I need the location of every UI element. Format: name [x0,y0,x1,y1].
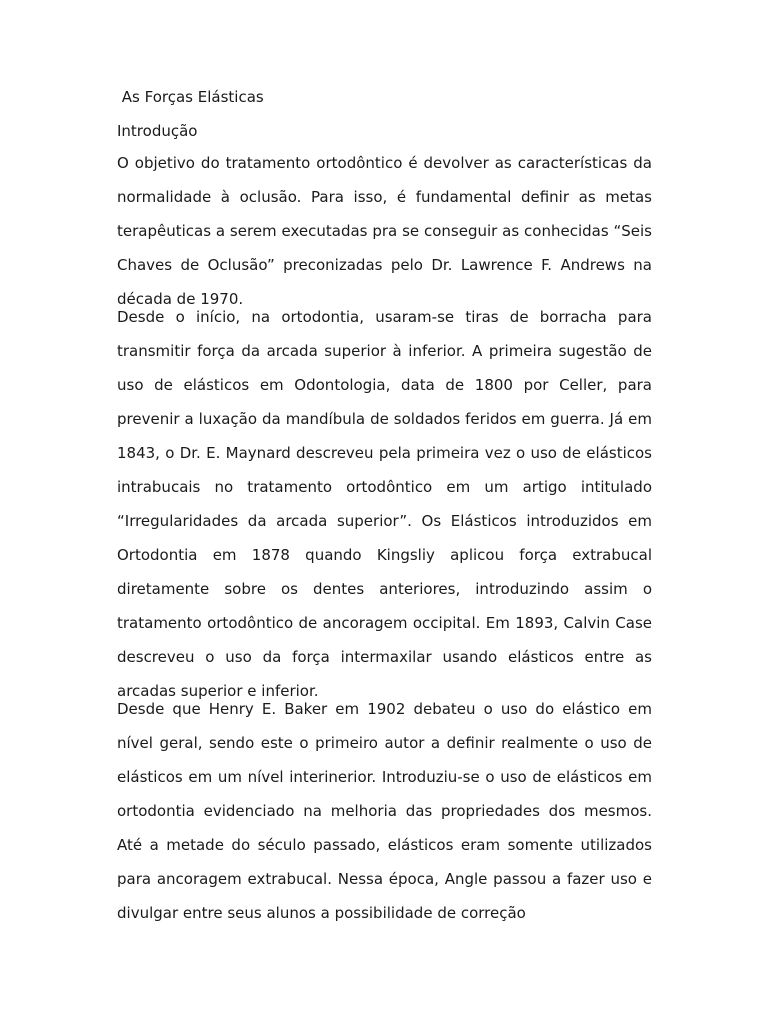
section-heading: Introdução [117,122,198,140]
paragraph-history-baker: Desde que Henry E. Baker em 1902 debateu o uso do elástico em nível geral, sendo este o primeiro autor a definir realmente o uso de elásticos em um nível interinerior. Introduziu-se o uso de elásticos em ortodontia evidenciado na melhoria das propriedades dos mesmos. Até a metade do século passado, elásticos eram somente utilizados para ancoragem extrabucal. Nessa época, Angle passou a fazer uso e divulgar entre seus alunos a possibilidade de correção [117,700,652,922]
document-title: As Forças Elásticas [117,88,264,106]
paragraph-objective: O objetivo do tratamento ortodôntico é devolver as características da normalidade à oclusão. Para isso, é fundamental definir as metas terapêuticas a serem executadas pra se conseguir as conhecidas “Seis Chaves de Oclusão” preconizadas pelo Dr. Lawrence F. Andrews na década de 1970. [117,154,652,308]
paragraph-history-early: Desde o início, na ortodontia, usaram-se tiras de borracha para transmitir força da arcada superior à inferior. A primeira sugestão de uso de elásticos em Odontologia, data de 1800 por Celler, para prevenir a luxação da mandíbula de soldados feridos em guerra. Já em 1843, o Dr. E. Maynard descreveu pela primeira vez o uso de elásticos intrabucais no tratamento ortodôntico em um artigo intitulado “Irregularidades da arcada superior”. Os Elásticos introduzidos em Ortodontia em 1878 quando Kingsliy aplicou força extrabucal diretamente sobre os dentes anteriores, introduzindo assim o tratamento ortodôntico de ancoragem occipital. Em 1893, Calvin Case descreveu o uso da força intermaxilar usando elásticos entre as arcadas superior e inferior. [117,308,652,700]
